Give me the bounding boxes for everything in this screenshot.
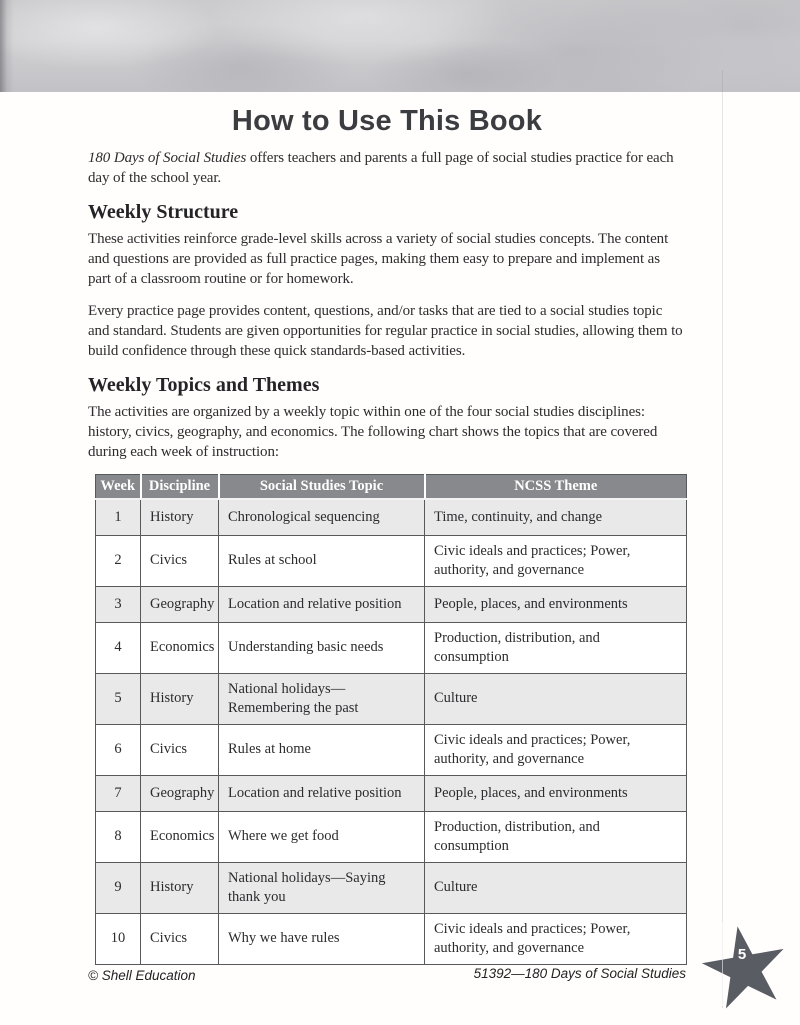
topic-cell: Location and relative position <box>219 775 425 811</box>
week-cell: 6 <box>96 724 141 775</box>
week-cell: 5 <box>96 673 141 724</box>
theme-cell: People, places, and environments <box>425 586 687 622</box>
discipline-cell: Economics <box>141 811 219 862</box>
week-cell: 7 <box>96 775 141 811</box>
week-cell: 8 <box>96 811 141 862</box>
topic-cell: National holidays—Saying thank you <box>219 862 425 913</box>
column-header-theme: NCSS Theme <box>425 475 687 500</box>
weekly-topics-paragraph: The activities are organized by a weekly topic within one of the four social studies disciplines: history, civics, geography, and economics. The following chart shows the topics that are covered during each week of instruction: <box>88 404 658 460</box>
table-row-week-9 <box>96 862 687 913</box>
page-crease-highlight <box>722 922 723 1006</box>
table-row-week-10 <box>96 913 687 964</box>
weekly-topics-table <box>95 474 687 965</box>
discipline-cell: Geography <box>141 586 219 622</box>
theme-cell: Civic ideals and practices; Power, authority, and governance <box>425 535 687 586</box>
table-row-week-1 <box>96 499 687 535</box>
theme-cell: Culture <box>425 673 687 724</box>
discipline-cell: History <box>141 499 219 535</box>
star-icon <box>690 916 798 1015</box>
weekly-structure-paragraph-2: Every practice page provides content, questions, and/or tasks that are tied to a social studies topic and standard. Students are given opportunities for regular practice in social studies, allowing them to build confidence through these quick standards-based activities. <box>88 303 683 359</box>
page-crease-line <box>722 70 723 1008</box>
discipline-cell: Civics <box>141 724 219 775</box>
week-cell: 10 <box>96 913 141 964</box>
theme-cell: Civic ideals and practices; Power, authority, and governance <box>425 913 687 964</box>
discipline-cell: History <box>141 862 219 913</box>
topic-cell: National holidays—Remembering the past <box>219 673 425 724</box>
section-heading-weekly-structure: Weekly Structure <box>88 201 239 223</box>
discipline-cell: History <box>141 673 219 724</box>
topic-cell: Why we have rules <box>219 913 425 964</box>
week-cell: 9 <box>96 862 141 913</box>
theme-cell: Production, distribution, and consumption <box>425 811 687 862</box>
topic-cell: Rules at home <box>219 724 425 775</box>
table-row-week-7 <box>96 775 687 811</box>
topic-cell: Location and relative position <box>219 586 425 622</box>
table-row-week-2 <box>96 535 687 586</box>
theme-cell: Production, distribution, and consumption <box>425 622 687 673</box>
theme-cell: Civic ideals and practices; Power, authority, and governance <box>425 724 687 775</box>
table-row-week-3 <box>96 586 687 622</box>
section-heading-weekly-topics: Weekly Topics and Themes <box>88 374 320 396</box>
table-row-week-4 <box>96 622 687 673</box>
table-row-week-6 <box>96 724 687 775</box>
page-title: How to Use This Book <box>231 105 543 137</box>
intro-paragraph <box>88 148 686 188</box>
topic-cell: Chronological sequencing <box>219 499 425 535</box>
table-row-week-8 <box>96 811 687 862</box>
theme-cell: Time, continuity, and change <box>425 499 687 535</box>
column-header-week: Week <box>96 475 141 500</box>
theme-cell: People, places, and environments <box>425 775 687 811</box>
page-content <box>88 104 686 965</box>
column-header-topic: Social Studies Topic <box>219 475 425 500</box>
discipline-cell: Civics <box>141 913 219 964</box>
table-header-row <box>96 475 687 500</box>
book-title-italic: 180 Days of Social Studies <box>88 150 247 166</box>
page-number: 5 <box>737 946 747 963</box>
page-number-star <box>697 924 792 1008</box>
footer-copyright: © Shell Education <box>88 968 196 983</box>
footer-book-id: 51392—180 Days of Social Studies <box>473 966 686 981</box>
discipline-cell: Civics <box>141 535 219 586</box>
intro-paragraph-text: offers teachers and parents a full page of social studies practice for each day of the school year. <box>88 150 674 186</box>
column-header-discipline: Discipline <box>141 475 219 500</box>
week-cell: 2 <box>96 535 141 586</box>
topic-cell: Rules at school <box>219 535 425 586</box>
weekly-structure-paragraph-1: These activities reinforce grade-level skills across a variety of social studies concepts. The content and questions are provided as full practice pages, making them easy to prepare and implement as part of a classroom routine or for homework. <box>88 231 669 287</box>
topic-cell: Understanding basic needs <box>219 622 425 673</box>
discipline-cell: Geography <box>141 775 219 811</box>
theme-cell: Culture <box>425 862 687 913</box>
topic-cell: Where we get food <box>219 811 425 862</box>
week-cell: 3 <box>96 586 141 622</box>
torn-paper-texture <box>0 0 800 92</box>
discipline-cell: Economics <box>141 622 219 673</box>
week-cell: 4 <box>96 622 141 673</box>
week-cell: 1 <box>96 499 141 535</box>
table-row-week-5 <box>96 673 687 724</box>
